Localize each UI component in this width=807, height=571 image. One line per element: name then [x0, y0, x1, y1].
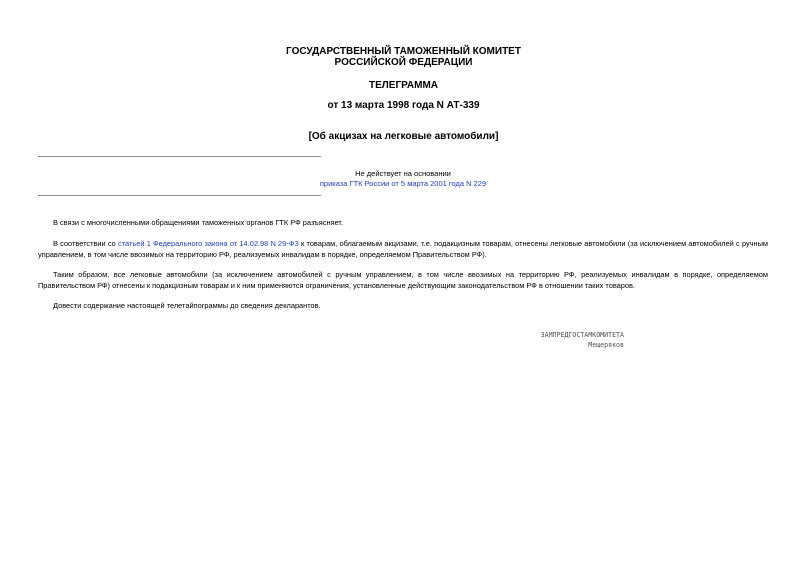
document-type: ТЕЛЕГРАММА: [368, 80, 439, 91]
divider-bottom: [38, 195, 321, 196]
paragraph-2-text-end: к товарам, облагаемым акцизами, т.е. подакцизным товарам, отнесены легковые автомобили (за исключением автомобилей с ручным управлением, в том числе ввозимых на территорию РФ, реализуемых инвалидам в порядке, определяемом Правительством РФ).: [38, 239, 769, 259]
federal-law-link[interactable]: статьей 1 Федерального закона от 14.02.98 N 29-ФЗ: [118, 239, 299, 248]
signatory-position: ЗАМПРЕДГОСТАМКОМИТЕТА: [540, 331, 624, 339]
paragraph-2-text-start: В соответствии со: [53, 239, 119, 248]
document-title: [Об акцизах на легковые автомобили]: [308, 131, 499, 142]
signature-block: [541, 331, 624, 350]
divider-top: [38, 156, 321, 157]
paragraph-1: В связи с многочисленными обращениями таможенных органов ГТК РФ разъясняет.: [53, 218, 344, 227]
status-line: Не действует на основании: [355, 169, 451, 178]
issuer-line-2: РОССИЙСКОЙ ФЕДЕРАЦИИ: [334, 57, 473, 68]
status-note: [283, 169, 523, 189]
signatory-name: Мещеряков: [588, 340, 624, 349]
repeal-order-link[interactable]: приказа ГТК России от 5 марта 2001 года N 229: [319, 179, 487, 188]
paragraph-3: Таким образом, все легковые автомобили (за исключением автомобилей с ручным управлением, в том числе ввозимых на территорию РФ, реализуемых инвалидам в порядке, определяемом Правительством РФ) отнесены к подакцизным товарам и к ним применяются ограничения, установленные действующим законодательством РФ в отношении таких товаров.: [38, 270, 768, 290]
paragraph-4: Довести содержание настоящей телетайпограммы до сведения декларантов.: [53, 301, 321, 310]
issuer-line-1: ГОСУДАРСТВЕННЫЙ ТАМОЖЕННЫЙ КОМИТЕТ: [286, 46, 521, 57]
document-date-number: от 13 марта 1998 года N АТ-339: [327, 100, 480, 111]
paragraph-2: [38, 239, 768, 260]
